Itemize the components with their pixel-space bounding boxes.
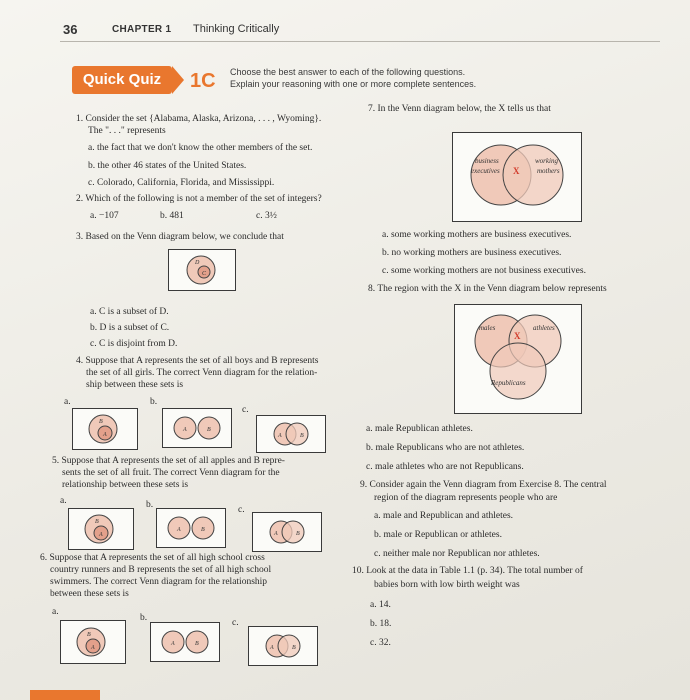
q3-venn-diagram xyxy=(168,249,236,291)
q6-diagram-a xyxy=(60,620,126,664)
q3-stem: 3. Based on the Venn diagram below, we conclude that xyxy=(76,232,284,242)
q8-option-b: b. male Republicans who are not athletes. xyxy=(366,443,525,453)
q3-option-a: a. C is a subset of D. xyxy=(90,307,169,317)
q5-diagram-b xyxy=(156,508,226,548)
q7-option-c: c. some working mothers are not business executives. xyxy=(382,266,586,276)
q8-x-mark: X xyxy=(514,331,521,341)
q4-diagram-c xyxy=(256,415,326,453)
q2-option-a: a. −107 xyxy=(90,211,119,221)
q4-diagram-b xyxy=(162,408,232,448)
q5-stem-line-3: relationship between these sets is xyxy=(62,480,189,490)
q9-option-b: b. male or Republican or athletes. xyxy=(374,530,502,540)
quiz-number: 1C xyxy=(190,70,216,92)
q10-option-c: c. 32. xyxy=(370,638,391,648)
q5-diagram-c xyxy=(252,512,322,552)
q6c-label-a: A xyxy=(270,645,274,651)
q5-label-c: c. xyxy=(238,505,245,515)
q8-stem: 8. The region with the X in the Venn diagram below represents xyxy=(368,284,607,294)
q6-stem-line-3: swimmers. The correct Venn diagram for the relationship xyxy=(50,577,268,587)
q6-diagram-c xyxy=(248,626,318,666)
q1-stem-line-2: The ". . ." represents xyxy=(88,126,166,136)
q5c-label-a: A xyxy=(274,531,278,537)
q9-option-c: c. neither male nor Republican nor athletes. xyxy=(374,549,540,559)
q9-stem-line-2: region of the diagram represents people who are xyxy=(374,493,558,503)
q6b-label-a: A xyxy=(171,641,175,647)
q8-label-athletes: athletes xyxy=(533,324,555,332)
q8-venn-diagram xyxy=(454,304,582,414)
q10-stem-line-1: 10. Look at the data in Table 1.1 (p. 34). The total number of xyxy=(352,566,583,576)
q1-option-b: b. the other 46 states of the United States. xyxy=(88,161,247,171)
q7-label-executives: executives xyxy=(471,167,500,175)
q6a-label-b: B xyxy=(87,632,91,638)
q6-stem-line-2: country runners and B represents the set of all high school xyxy=(50,565,272,575)
q5-label-b: b. xyxy=(146,500,154,510)
q5-stem-line-2: sents the set of all fruit. The correct Venn diagram for the xyxy=(62,468,280,478)
q4c-label-b: B xyxy=(300,433,304,439)
header-rule xyxy=(60,41,660,42)
q4-label-c: c. xyxy=(242,405,249,415)
q4-label-a: a. xyxy=(64,397,71,407)
q4a-label-a: A xyxy=(103,432,107,438)
q7-venn-diagram xyxy=(452,132,582,222)
q6-label-a: a. xyxy=(52,607,59,617)
q7-option-a: a. some working mothers are business executives. xyxy=(382,230,572,240)
q4-stem-line-2: the set of all girls. The correct Venn diagram for the relation- xyxy=(86,368,318,378)
q6c-label-b: B xyxy=(292,645,296,651)
q4-stem-line-3: ship between these sets is xyxy=(86,380,184,390)
q8-label-republicans: Republicans xyxy=(491,379,526,387)
q3-label-c: C xyxy=(202,271,207,277)
q4-diagram-a xyxy=(72,408,138,450)
q7-option-b: b. no working mothers are business executives. xyxy=(382,248,562,258)
quiz-instructions-line-1: Choose the best answer to each of the following questions. xyxy=(230,67,466,77)
q4c-label-a: A xyxy=(278,433,282,439)
q5a-label-b: B xyxy=(95,519,99,525)
q10-option-b: b. 18. xyxy=(370,619,392,629)
q4-label-b: b. xyxy=(150,397,158,407)
q2-stem: 2. Which of the following is not a member of the set of integers? xyxy=(76,194,322,204)
q10-stem-line-2: babies born with low birth weight was xyxy=(374,580,520,590)
q10-option-a: a. 14. xyxy=(370,600,391,610)
chapter-label: CHAPTER 1 xyxy=(112,24,172,35)
q5-label-a: a. xyxy=(60,496,67,506)
q4b-label-b: B xyxy=(207,427,211,433)
q5-diagram-a xyxy=(68,508,134,550)
q3-option-b: b. D is a subset of C. xyxy=(90,323,170,333)
chapter-title: Thinking Critically xyxy=(193,23,280,35)
quick-quiz-badge: Quick Quiz xyxy=(72,66,172,94)
q9-option-a: a. male and Republican and athletes. xyxy=(374,511,514,521)
q5b-label-b: B xyxy=(201,527,205,533)
q2-option-b: b. 481 xyxy=(160,211,184,221)
q9-stem-line-1: 9. Consider again the Venn diagram from Exercise 8. The central xyxy=(360,480,607,490)
q6a-label-a: A xyxy=(91,645,95,651)
q6-label-b: b. xyxy=(140,613,148,623)
page-edge-tab xyxy=(30,690,100,700)
q5-stem-line-1: 5. Suppose that A represents the set of all apples and B repre- xyxy=(52,456,285,466)
page-number: 36 xyxy=(63,22,78,37)
q5b-label-a: A xyxy=(177,527,181,533)
q7-label-business: business xyxy=(475,157,499,165)
q1-option-a: a. the fact that we don't know the other members of the set. xyxy=(88,143,313,153)
q3-label-d: D xyxy=(195,260,200,266)
q5c-label-b: B xyxy=(296,531,300,537)
q2-option-c: c. 3½ xyxy=(256,211,277,221)
q8-option-a: a. male Republican athletes. xyxy=(366,424,473,434)
quiz-instructions-line-2: Explain your reasoning with one or more complete sentences. xyxy=(230,79,477,89)
q6-stem-line-4: between these sets is xyxy=(50,589,129,599)
q8-label-males: males xyxy=(479,324,496,332)
q4b-label-a: A xyxy=(183,427,187,433)
q6-stem-line-1: 6. Suppose that A represents the set of all high school cross xyxy=(40,553,265,563)
q1-option-c: c. Colorado, California, Florida, and Mississippi. xyxy=(88,178,275,188)
q6b-label-b: B xyxy=(195,641,199,647)
q8-option-c: c. male athletes who are not Republicans. xyxy=(366,462,524,472)
quick-quiz-arrow xyxy=(172,66,184,94)
q6-label-c: c. xyxy=(232,618,239,628)
q6-diagram-b xyxy=(150,622,220,662)
q7-label-mothers: mothers xyxy=(537,167,560,175)
q7-stem: 7. In the Venn diagram below, the X tells us that xyxy=(368,104,551,114)
q7-x-mark: X xyxy=(513,166,520,176)
q3-option-c: c. C is disjoint from D. xyxy=(90,339,178,349)
q4-stem-line-1: 4. Suppose that A represents the set of all boys and B represents xyxy=(76,356,319,366)
q4a-label-b: B xyxy=(99,419,103,425)
q1-stem-line-1: 1. Consider the set {Alabama, Alaska, Arizona, . . . , Wyoming}. xyxy=(76,114,322,124)
q7-label-working: working xyxy=(535,157,558,165)
quiz-instructions xyxy=(230,66,510,90)
q5a-label-a: A xyxy=(99,532,103,538)
